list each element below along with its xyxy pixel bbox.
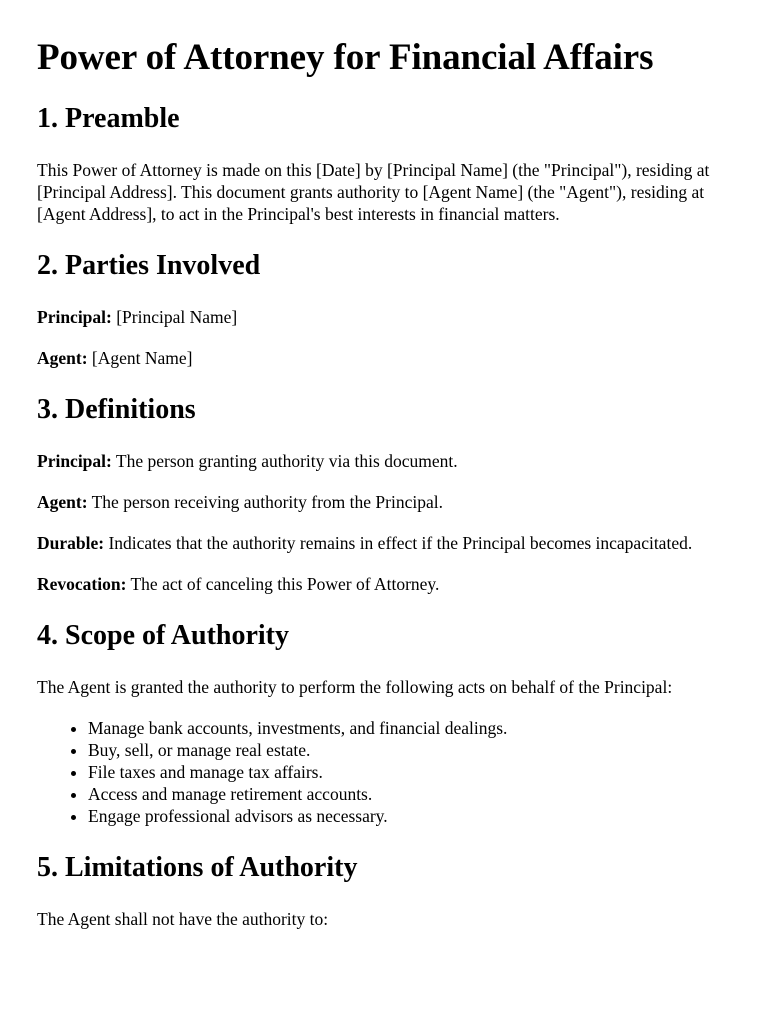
section-heading-parties: 2. Parties Involved [37,250,261,281]
definition-durable [37,532,734,554]
party-term: Agent: [37,348,88,368]
definition-text: Indicates that the authority remains in effect if the Principal becomes incapacitated. [104,533,693,553]
definition-term: Revocation: [37,574,127,594]
scope-list [37,717,734,827]
list-item: • Buy, sell, or manage real estate. [88,739,734,761]
party-value: [Principal Name] [111,307,238,327]
preamble-paragraph: This Power of Attorney is made on this [Date] by [Principal Name] (the "Principal"), residing at [Principal Address]. This document grants authority to [Agent Name] (the "Agent"), residing at [Agent Address], to act in the Principal's best interests in financial matters. [37,160,710,224]
limitations-paragraph: The Agent shall not have the authority to: [37,909,329,929]
definition-agent [37,491,734,513]
list-item: • File taxes and manage tax affairs. [88,761,734,783]
definition-term: Durable: [37,533,105,553]
party-entry-agent [37,347,734,369]
definition-term: Principal: [37,451,112,471]
definition-revocation [37,573,734,595]
list-item: • Manage bank accounts, investments, and financial dealings. [88,717,734,739]
definition-text: The person granting authority via this document. [111,451,458,471]
section-heading-scope: 4. Scope of Authority [37,620,289,651]
section-heading-limitations: 5. Limitations of Authority [37,852,358,883]
list-item: • Access and manage retirement accounts. [88,783,734,805]
party-term: Principal: [37,307,112,327]
definition-term: Agent: [37,492,88,512]
list-item: • Engage professional advisors as necessary. [88,805,734,827]
party-entry-principal [37,306,734,328]
party-value: [Agent Name] [87,348,193,368]
scope-paragraph: The Agent is granted the authority to perform the following acts on behalf of the Principal: [37,677,673,697]
section-heading-preamble: 1. Preamble [37,103,180,134]
definition-principal [37,450,734,472]
definition-text: The person receiving authority from the Principal. [87,492,443,512]
document-title: Power of Attorney for Financial Affairs [37,37,654,78]
section-heading-definitions: 3. Definitions [37,394,196,425]
definition-text: The act of canceling this Power of Attorney. [126,574,440,594]
